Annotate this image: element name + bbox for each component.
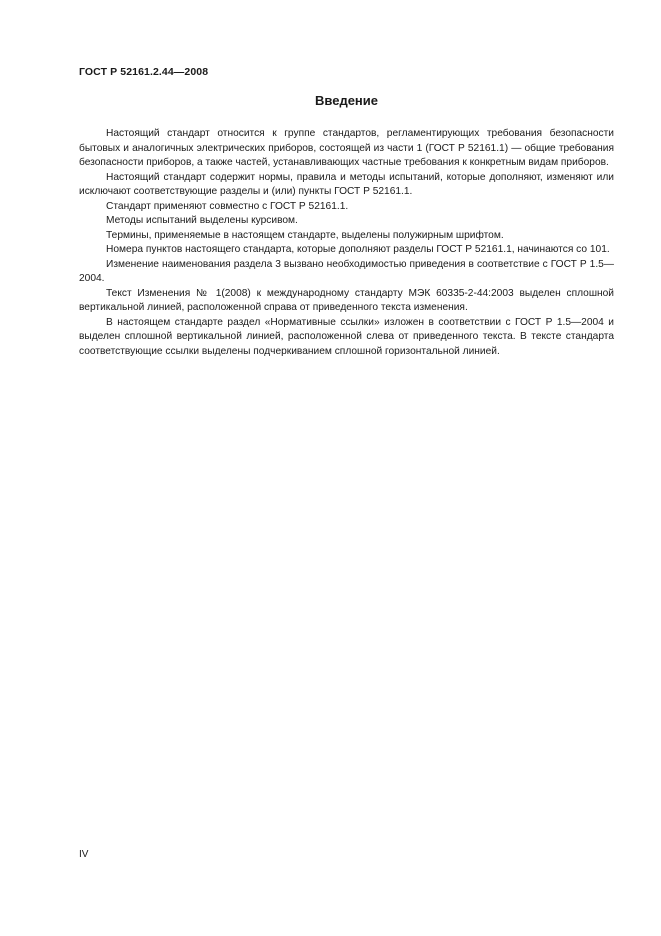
paragraph-test-methods-italic: Методы испытаний выделены курсивом. xyxy=(106,215,298,226)
section-title: Введение xyxy=(315,93,378,108)
document-code-header: ГОСТ Р 52161.2.44—2008 xyxy=(79,66,209,78)
paragraph-terms-bold: Термины, применяемые в настоящем стандарте, выделены полужирным шрифтом. xyxy=(106,229,504,241)
paragraph-clause-numbers: Номера пунктов настоящего стандарта, которые дополняют разделы ГОСТ Р 52161.1, начинаются со 101. xyxy=(106,244,610,255)
paragraph-section-3-rename: Изменение наименования раздела 3 вызвано необходимостью приведения в соответствие с ГОСТ Р 1.5—2004. xyxy=(79,258,614,284)
paragraph-amendment-text: Текст Изменения № 1(2008) к международному стандарту МЭК 60335-2-44:2003 выделен сплошной вертикальной линией, расположенной справа от приведенного текста изменения. xyxy=(79,287,614,313)
page-number: IV xyxy=(79,849,89,860)
paragraph-standards-group: Настоящий стандарт относится к группе стандартов, регламентирующих требования безопасности бытовых и аналогичных электрических приборов, состоящей из части 1 (ГОСТ Р 52161.1) — общие требования безопасности приборов, а также частей, устанавливающих частные требования к конкретным видам приборов. xyxy=(79,128,614,168)
introduction-body xyxy=(79,127,614,359)
paragraph-norms-and-methods: Настоящий стандарт содержит нормы, правила и методы испытаний, которые дополняют, изменяют или исключают соответствующие разделы и (или) пункты ГОСТ Р 52161.1. xyxy=(79,171,614,197)
paragraph-normative-references: В настоящем стандарте раздел «Нормативные ссылки» изложен в соответствии с ГОСТ Р 1.5—2004 и выделен сплошной вертикальной линией, расположенной слева от приведенного текста. В тексте стандарта соответствующие ссылки выделены подчеркиванием сплошной горизонтальной линией. xyxy=(79,316,614,357)
paragraph-used-together: Стандарт применяют совместно с ГОСТ Р 52161.1. xyxy=(106,200,349,212)
